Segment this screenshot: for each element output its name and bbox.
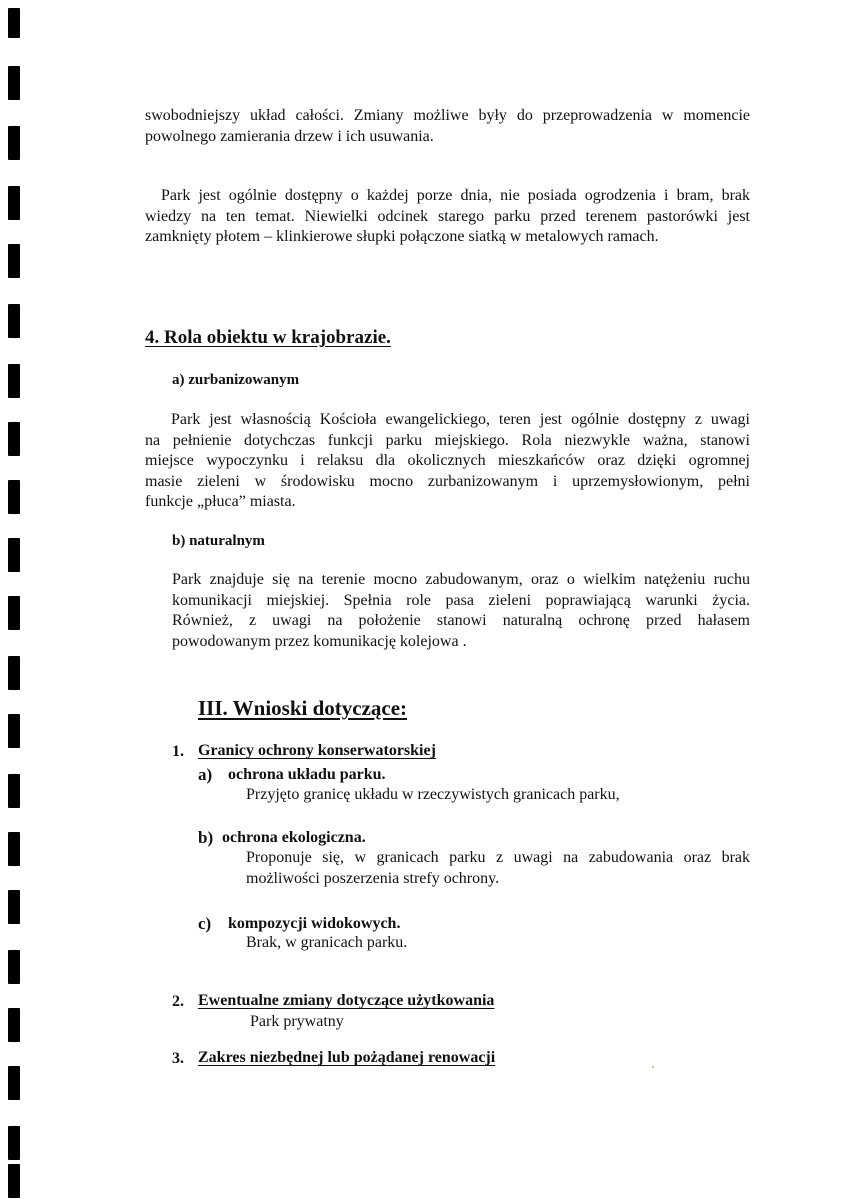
binding-mark (8, 8, 20, 38)
list-number: 1. (172, 743, 184, 760)
sub-item-text: Przyjęto granicę układu w rzeczywistych granicach parku, (246, 786, 620, 803)
binding-mark (8, 364, 20, 398)
text-line: możliwości poszerzenia strefy ochrony. (246, 869, 500, 887)
list-number: 3. (172, 1050, 184, 1067)
sub-item-text (246, 848, 750, 889)
text-line: Park znajduje się na terenie mocno zabudowanym, oraz o wielkim natężeniu ruchu (172, 571, 750, 588)
text-line: powodowanym przez komunikację kolejowa . (172, 632, 467, 650)
text-line: zamknięty płotem – klinkierowe słupki połączone siatką w metalowych ramach. (145, 228, 659, 245)
binding-mark (8, 304, 20, 338)
binding-mark (8, 714, 20, 748)
binding-mark (8, 832, 20, 866)
text-line: powolnego zamierania drzew i ich usuwania. (145, 127, 434, 145)
text-line: funkcje „płuca” miasta. (145, 493, 296, 510)
section-heading: 4. Rola obiektu w krajobrazie. (145, 327, 391, 348)
text-line: miejsce wypoczynku i relaksu dla okolicznych mieszkańców oraz dzięki ogromnej (145, 452, 750, 469)
binding-mark (8, 596, 20, 630)
text-line: Park jest ogólnie dostępny o każdej porze dnia, nie posiada ogrodzenia i bram, brak (161, 187, 750, 204)
sub-item-label: b) (198, 828, 214, 847)
text-line: na pełnienie dotychczas funkcji parku miejskiego. Rola niezwykle ważna, stanowi (145, 431, 750, 449)
text-line: komunikacji miejskiej. Spełnia role pasa zieleni poprawiającą warunki życia. (172, 591, 750, 609)
binding-mark (8, 656, 20, 690)
text-line: masie zieleni w środowisku mocno zurbanizowanym i uprzemysłowionym, pełni (145, 472, 750, 490)
subsection-label: a) zurbanizowanym (172, 372, 300, 388)
text-line: Park jest własnością Kościoła ewangelickiego, teren jest ogólnie dostępny z uwagi (171, 411, 750, 428)
paragraph-urban (145, 410, 750, 513)
sub-item-label: c) (198, 914, 212, 933)
binding-mark (8, 890, 20, 924)
paragraph-access (145, 186, 750, 248)
binding-mark (8, 1066, 20, 1100)
subsection-label: b) naturalnym (172, 533, 265, 549)
binding-mark (8, 774, 20, 808)
section-heading: III. Wnioski dotyczące: (198, 696, 408, 720)
text-line: wiedzy na ten temat. Niewielki odcinek starego parku przed terenem pastorówki jest (145, 207, 750, 225)
binding-mark (8, 422, 20, 456)
text-line: swobodniejszy układ całości. Zmiany możliwe były do przeprowadzenia w momencie (145, 107, 750, 124)
binding-mark (8, 950, 20, 984)
binding-mark (8, 244, 20, 278)
sub-item-title: kompozycji widokowych. (228, 915, 401, 932)
list-item-title: Zakres niezbędnej lub pożądanej renowacji (198, 1049, 496, 1066)
binding-mark (8, 1164, 20, 1198)
paragraph-natural (172, 570, 750, 652)
text-line: Proponuje się, w granicach parku z uwagi na zabudowania oraz brak (246, 849, 750, 866)
binding-mark (8, 480, 20, 514)
binding-mark (8, 1126, 20, 1160)
sub-item-title: ochrona układu parku. (228, 766, 386, 783)
binding-mark (8, 538, 20, 572)
sub-item-label: a) (198, 765, 213, 784)
binding-mark (8, 1008, 20, 1042)
list-number: 2. (172, 993, 184, 1010)
binding-mark (8, 126, 20, 160)
binding-mark (8, 186, 20, 220)
binding-mark (8, 66, 20, 100)
list-item-title: Ewentualne zmiany dotyczące użytkowania (198, 992, 495, 1009)
list-item-text: Park prywatny (250, 1013, 344, 1030)
sub-item-title: ochrona ekologiczna. (222, 829, 366, 846)
list-item-title: Granicy ochrony konserwatorskiej (198, 742, 436, 759)
text-line: Również, z uwagi na położenie stanowi naturalną ochronę przed hałasem (172, 612, 750, 629)
scan-speck (652, 1066, 654, 1068)
paragraph-intro (145, 106, 750, 147)
sub-item-text: Brak, w granicach parku. (246, 934, 408, 951)
